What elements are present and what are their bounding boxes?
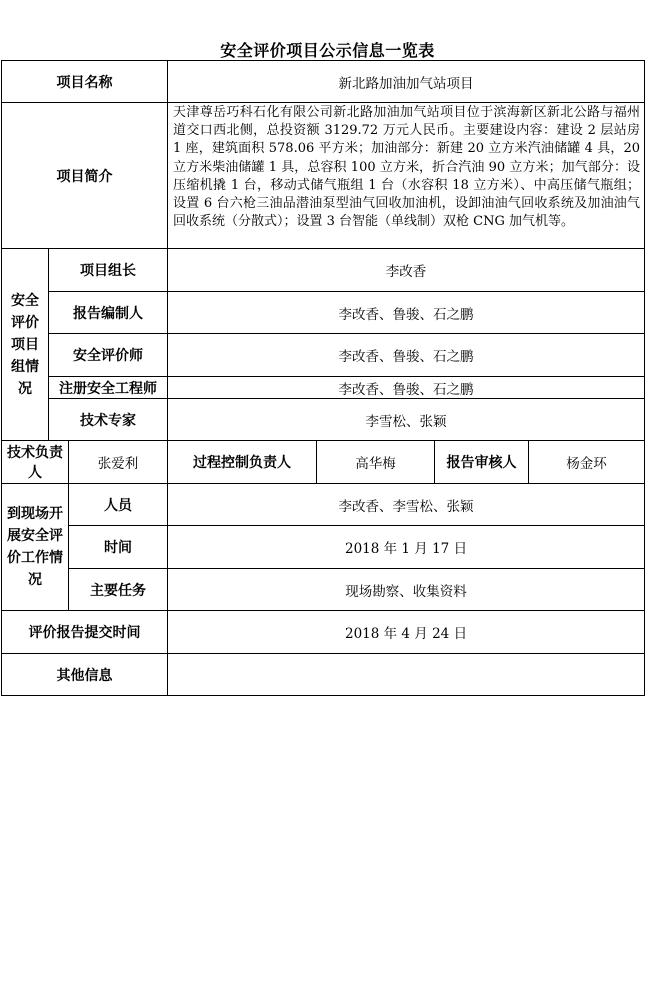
report-reviewer-value: 杨金环 (529, 441, 645, 484)
tech-lead-value: 张爱利 (69, 441, 168, 484)
table-row (2, 292, 645, 334)
engineers-value: 李改香、鲁骏、石之鹏 (168, 377, 645, 399)
leader-label: 项目组长 (49, 249, 168, 292)
project-intro-label: 项目简介 (2, 103, 168, 249)
submit-time-value: 2018 年 4 月 24 日 (168, 611, 645, 654)
tasks-label: 主要任务 (69, 569, 168, 611)
table-row (2, 569, 645, 611)
evaluators-value: 李改香、鲁骏、石之鹏 (168, 334, 645, 377)
site-work-group-text: 到现场开展安全评价工作情况 (7, 506, 63, 588)
table-row (2, 441, 645, 484)
personnel-label: 人员 (69, 484, 168, 526)
info-table (1, 60, 645, 696)
time-label: 时间 (69, 526, 168, 569)
engineers-label: 注册安全工程师 (49, 377, 168, 399)
page-title: 安全评价项目公示信息一览表 (220, 41, 435, 60)
table-row (2, 103, 645, 249)
team-group-text: 安全评价项目组情况 (11, 292, 39, 397)
tasks-value: 现场勘察、收集资料 (168, 569, 645, 611)
process-control-value: 高华梅 (317, 441, 435, 484)
time-value: 2018 年 1 月 17 日 (168, 526, 645, 569)
leader-value: 李改香 (168, 249, 645, 292)
project-intro-value: 天津尊岳巧科石化有限公司新北路加油加气站项目位于滨海新区新北公路与福州道交口西北侧，总投资额 3129.72 万元人民币。主要建设内容：建设 2 层站房 1 座，建筑面积 578.06 平方米；加油部分：新建 20 立方米汽油储罐 4 具，20 立方米柴油储罐 1 具，总容积 100 立方米，折合汽油 90 立方米；加气部分：设压缩机撬 1 台，移动式储气瓶组 1 台（水容积 18 立方米）、中高压储气瓶组；设置 6 台六枪三油品潜油泵型油气回收加油机，设卸油油气回收系统及加油油气回收系统（分散式）；设置 3 台智能（单线制）双枪 CNG 加气机等。 (168, 103, 645, 249)
experts-value: 李雪松、张颖 (168, 399, 645, 441)
site-work-group-label (2, 484, 69, 611)
other-info-value (168, 654, 645, 696)
other-info-label: 其他信息 (2, 654, 168, 696)
report-reviewer-label: 报告审核人 (435, 441, 529, 484)
evaluators-label: 安全评价师 (49, 334, 168, 377)
table-row (2, 61, 645, 103)
process-control-label: 过程控制负责人 (168, 441, 317, 484)
table-row (2, 249, 645, 292)
table-row (2, 526, 645, 569)
report-writers-value: 李改香、鲁骏、石之鹏 (168, 292, 645, 334)
table-row (2, 334, 645, 377)
project-name-label: 项目名称 (2, 61, 168, 103)
project-name-value: 新北路加油加气站项目 (168, 61, 645, 103)
experts-label: 技术专家 (49, 399, 168, 441)
table-row (2, 654, 645, 696)
team-group-label (2, 249, 49, 441)
table-row (2, 377, 645, 399)
table-row (2, 611, 645, 654)
table-row (2, 484, 645, 526)
table-row (2, 399, 645, 441)
submit-time-label: 评价报告提交时间 (2, 611, 168, 654)
personnel-value: 李改香、李雪松、张颖 (168, 484, 645, 526)
tech-lead-label: 技术负责人 (2, 441, 69, 484)
report-writers-label: 报告编制人 (49, 292, 168, 334)
